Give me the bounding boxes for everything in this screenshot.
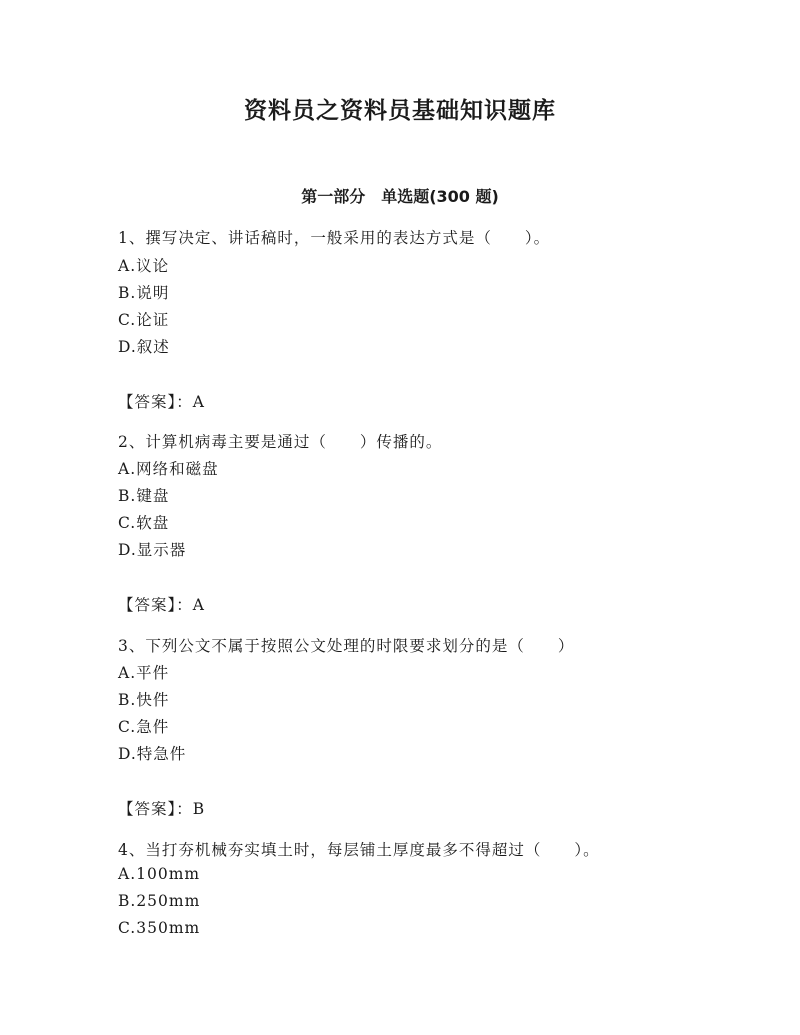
question-1-option-b: B.说明 — [118, 284, 170, 302]
question-1-answer — [118, 390, 205, 412]
question-1-option-c: C.论证 — [118, 311, 170, 329]
question-1-option-d: D.叙述 — [118, 338, 170, 356]
question-3-answer — [118, 797, 205, 819]
question-1-option-a: A.议论 — [118, 257, 170, 275]
question-2-stem: 2、计算机病毒主要是通过（ ）传播的。 — [118, 433, 443, 451]
question-4-option-c: C.350mm — [118, 919, 201, 937]
question-2-option-a: A.网络和磁盘 — [118, 460, 219, 478]
question-2-option-d: D.显示器 — [118, 541, 187, 559]
answer-label: 【答案】： — [118, 596, 193, 614]
question-4-option-b: B.250mm — [118, 892, 201, 910]
question-2-answer — [118, 593, 205, 615]
question-1-stem: 1、撰写决定、讲话稿时，一般采用的表达方式是（ ）。 — [118, 229, 551, 247]
question-2-option-c: C.软盘 — [118, 514, 170, 532]
question-3-stem: 3、下列公文不属于按照公文处理的时限要求划分的是（ ） — [118, 637, 575, 655]
question-2-option-b: B.键盘 — [118, 487, 170, 505]
answer-label: 【答案】： — [118, 393, 193, 411]
question-4-stem: 4、当打夯机械夯实填土时，每层铺土厚度最多不得超过（ ）。 — [118, 841, 600, 859]
question-3-option-d: D.特急件 — [118, 745, 187, 763]
document-title: 资料员之资料员基础知识题库 — [244, 98, 556, 124]
question-4-option-a: A.100mm — [118, 865, 201, 883]
answer-value: B — [192, 800, 206, 818]
answer-label: 【答案】： — [118, 800, 193, 818]
section-title: 第一部分 单选题(300 题) — [301, 187, 499, 206]
question-3-option-c: C.急件 — [118, 718, 170, 736]
answer-value: A — [192, 596, 205, 614]
question-3-option-a: A.平件 — [118, 664, 170, 682]
question-3-option-b: B.快件 — [118, 691, 170, 709]
answer-value: A — [192, 393, 205, 411]
